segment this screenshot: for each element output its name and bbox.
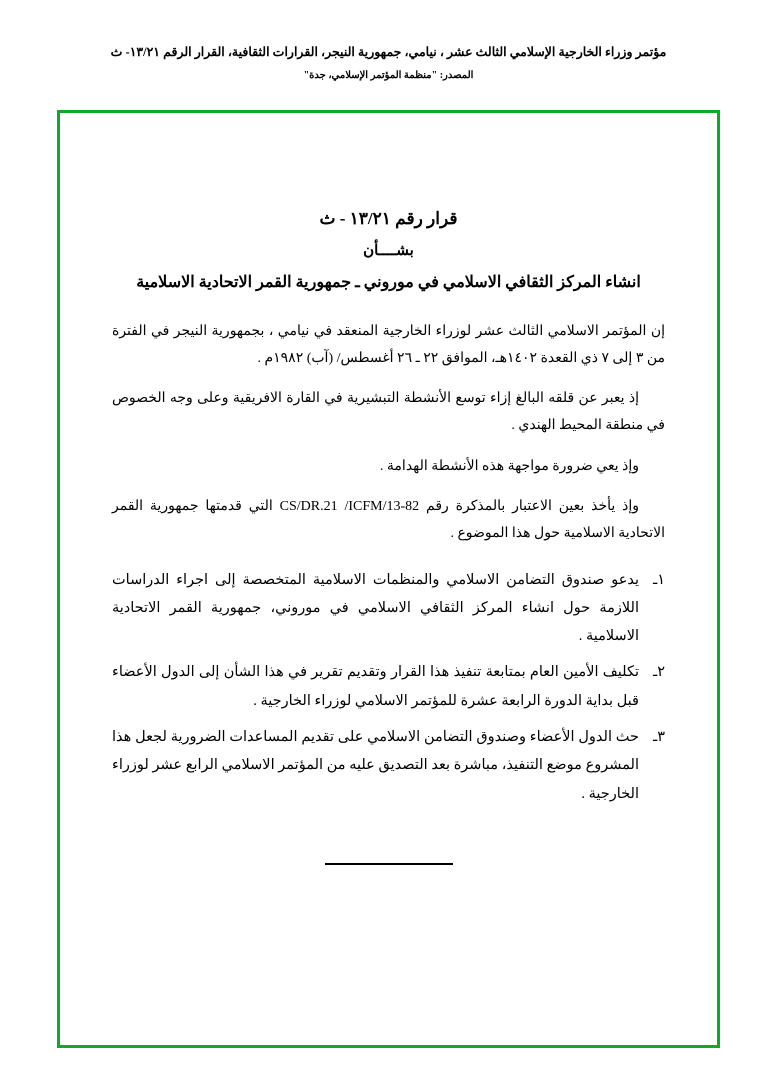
header-source-line: المصدر: "منظمة المؤتمر الإسلامي، جدة" — [303, 69, 474, 81]
clause-text: حث الدول الأعضاء وصندوق التضامن الاسلامي على تقديم المساعدات الضرورية لجعل هذا المشروع موضع التنفيذ، مباشرة بعد التصديق عليه من المؤتمر الاسلامي الرابع عشر لوزراء الخارجية . — [112, 729, 639, 802]
clause-number: ٣ـ — [652, 729, 665, 745]
operative-clauses — [112, 566, 665, 808]
preamble-paragraph-1: إن المؤتمر الاسلامي الثالث عشر لوزراء الخارجية المنعقد في نيامي ، بجمهورية النيجر في الفترة من ٣ إلى ٧ ذي القعدة ١٤٠٢هـ، الموافق ٢٢ ـ ٢٦ أغسطس/ (آب) ١٩٨٢م . — [112, 323, 665, 366]
document-body — [112, 209, 665, 870]
page-header — [0, 44, 777, 83]
clause-number: ٢ـ — [652, 664, 665, 681]
header-conference-line: مؤتمر وزراء الخارجية الإسلامي الثالث عشر ، نيامي، جمهورية النيجر، القرارات الثقافية، القرار الرقم ١٣/٢١- ث — [110, 45, 667, 59]
clause-item — [112, 658, 665, 715]
clause-item — [112, 723, 665, 808]
clause-text: تكليف الأمين العام بمتابعة تنفيذ هذا القرار وتقديم تقرير في هذا الشأن إلى الدول الأعضاء قبل بداية الدورة الرابعة عشرة للمؤتمر الاسلامي لوزراء الخارجية . — [112, 664, 639, 709]
footer-rule-container — [112, 852, 665, 870]
green-border-frame — [57, 110, 720, 1048]
preamble-paragraph-3: وإذ يعي ضرورة مواجهة هذه الأنشطة الهدامة . — [379, 458, 639, 474]
bishan-heading: بشــــأن — [363, 243, 414, 259]
footer-divider — [325, 863, 453, 865]
preamble-paragraph-2: إذ يعبر عن قلقه البالغ إزاء توسع الأنشطة التبشيرية في القارة الافريقية وعلى وجه الخصوص في منطقة المحيط الهندي . — [112, 391, 665, 434]
resolution-subject: انشاء المركز الثقافي الاسلامي في موروني ـ جمهورية القمر الاتحادية الاسلامية — [136, 274, 641, 291]
clause-item — [112, 566, 665, 651]
clause-number: ١ـ — [652, 571, 665, 588]
resolution-number: قرار رقم ١٣/٢١ - ث — [319, 209, 458, 228]
preamble-paragraph-4: وإذ يأخذ بعين الاعتبار بالمذكرة رقم CS/DR.21 /ICFM/13-82 التي قدمتها جمهورية القمر الاتحادية الاسلامية حول هذا الموضوع . — [112, 499, 665, 542]
clause-text: يدعو صندوق التضامن الاسلامي والمنظمات الاسلامية المتخصصة إلى اجراء الدراسات اللازمة حول انشاء المركز الثقافي الاسلامي في موروني، جمهورية القمر الاتحادية الاسلامية . — [112, 571, 639, 645]
